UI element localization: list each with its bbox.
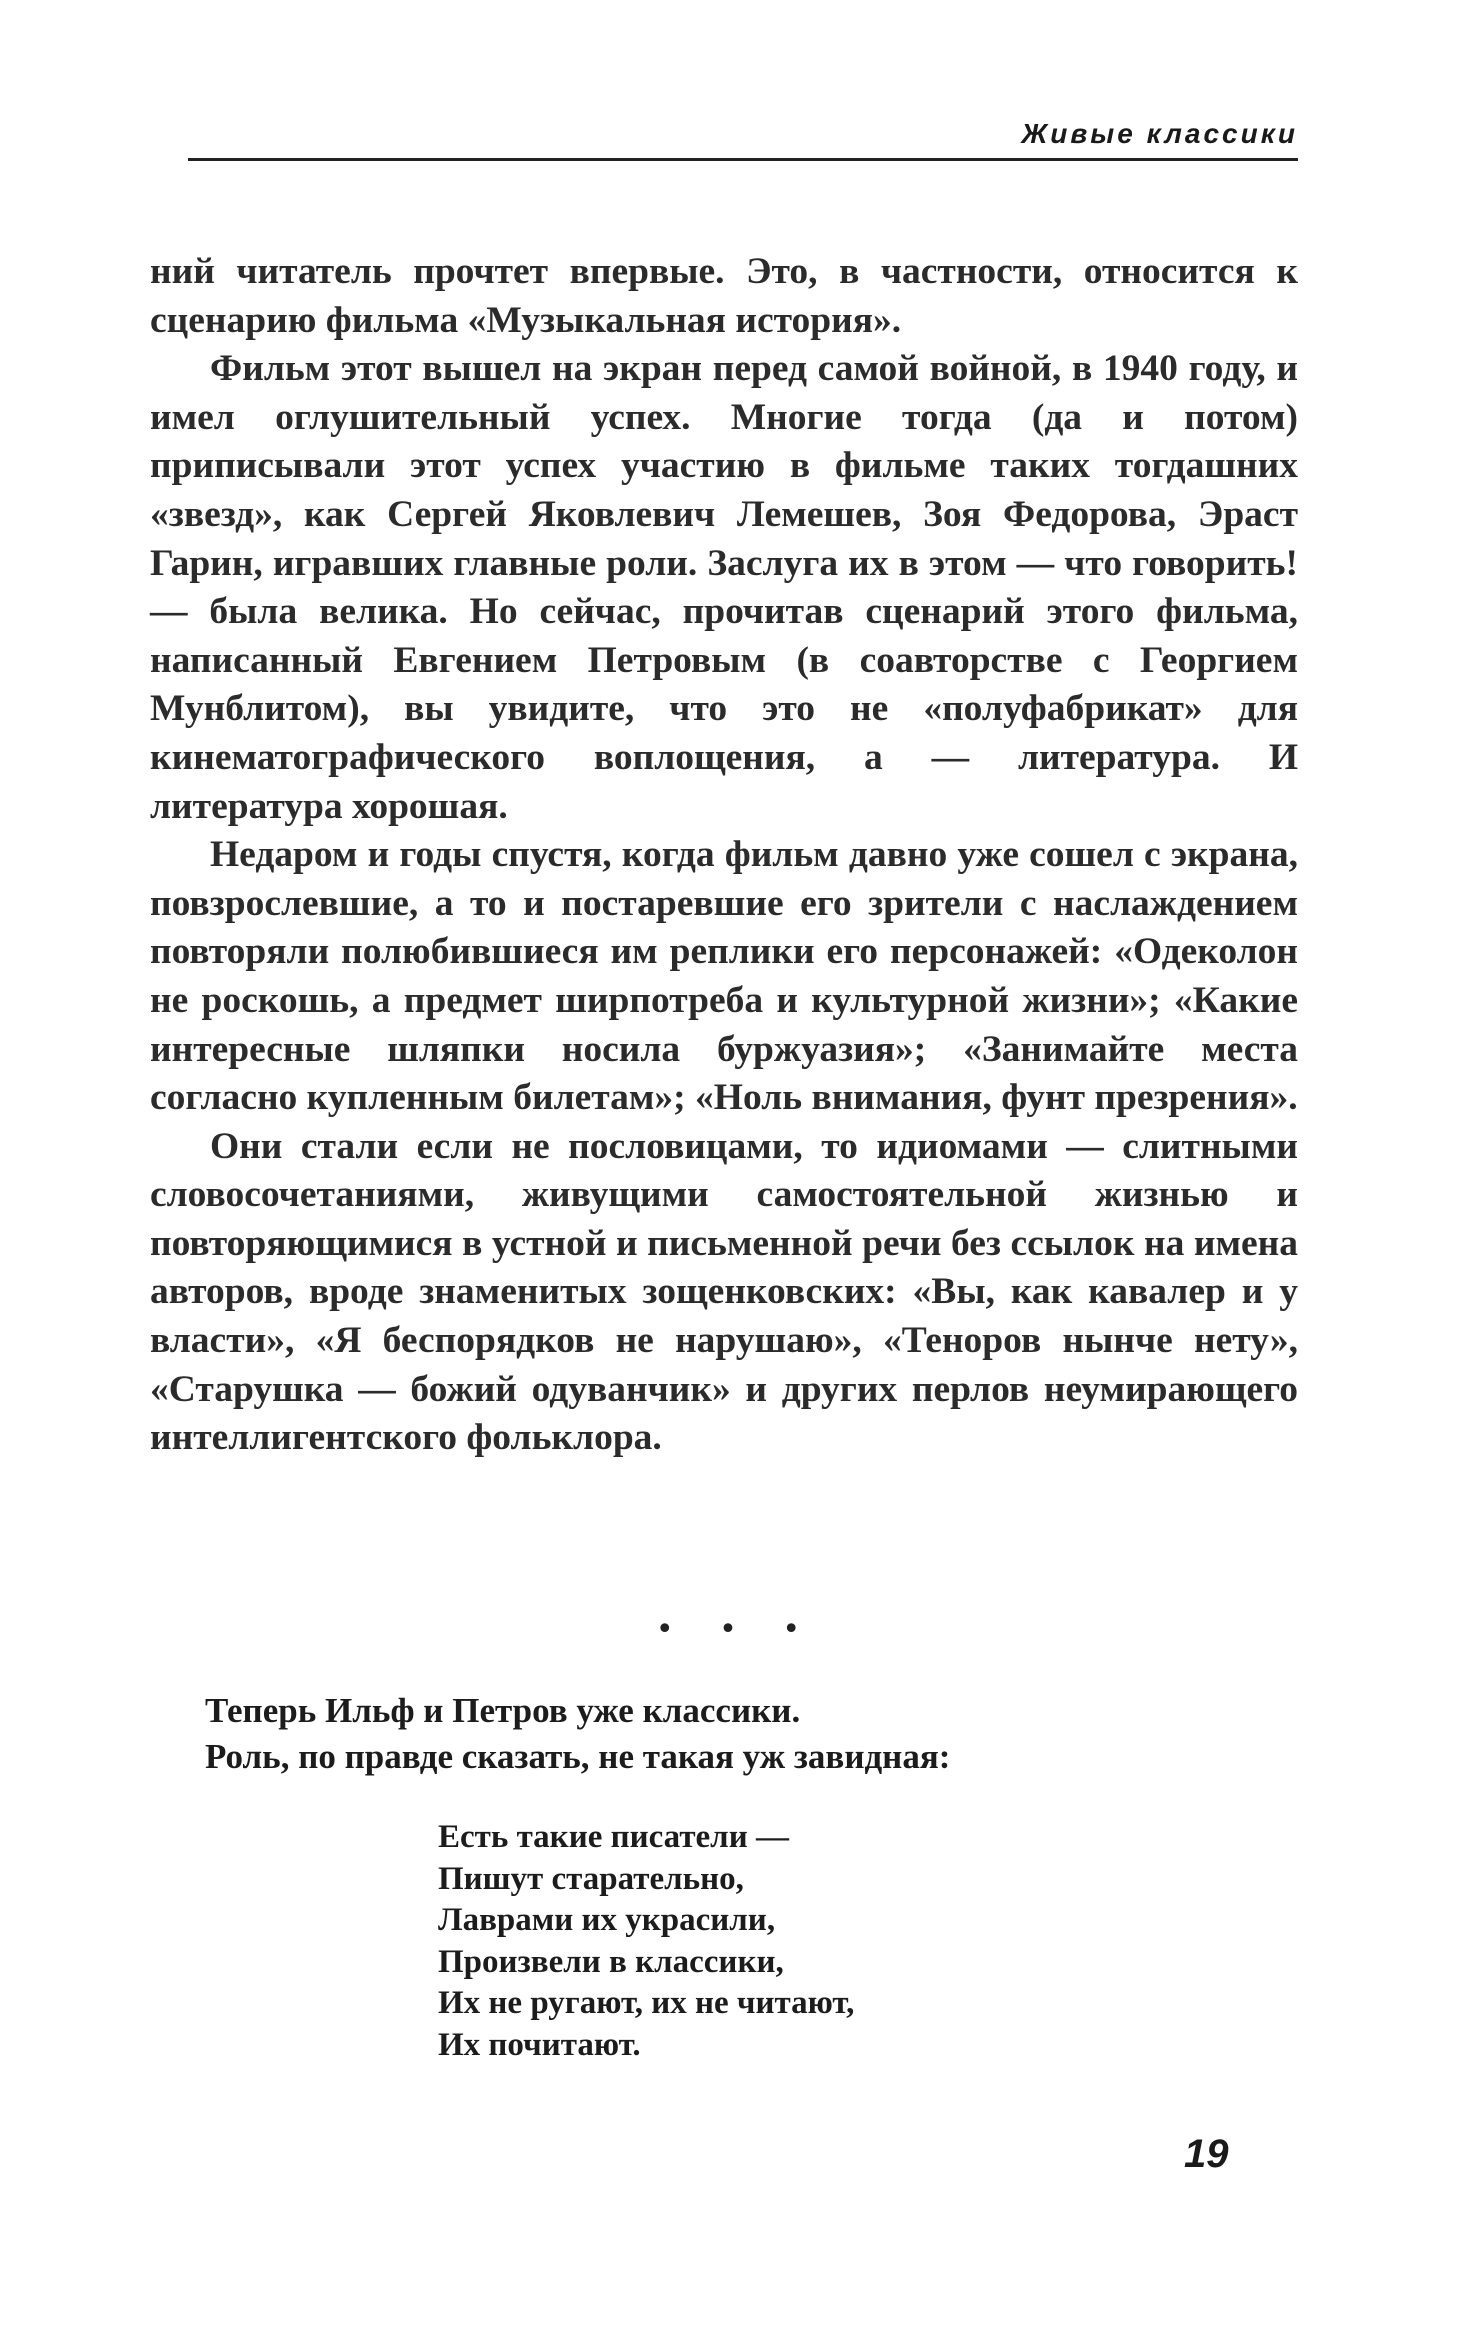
- header-rule: [188, 158, 1298, 161]
- paragraph-3: Недаром и годы спустя, когда фильм давно уже сошел с экрана, повзрослевшие, а то и постаревшие его зрители с наслаждением повторяли полюбившиеся им реплики его персонажей: «Одеколон не роскошь, а предмет ширпотреба и культурной жизни»; «Какие интересные шляпки носила буржуазия»; «Занимайте места согласно купленным билетам»; «Ноль внимания, фунт презрения».: [150, 834, 1298, 1119]
- poem-line: Их почитают.: [438, 2026, 641, 2063]
- page-number: 19: [1184, 2132, 1229, 2176]
- paragraph-2: Фильм этот вышел на экран перед самой войной, в 1940 году, и имел оглушительный успех. Многие тогда (да и потом) приписывали этот успех участию в фильме таких тогдашних «звезд», как Сергей Яковлевич Лемешев, Зоя Федорова, Эраст Гарин, игравших главные роли. Заслуга их в этом — что говорить! — была велика. Но сейчас, прочитав сценарий этого фильма, написанный Евгением Петровым (в соавторстве с Георгием Мунблитом), вы увидите, что это не «полуфабрикат» для кинематографического воплощения, а — литература. И литература хорошая.: [150, 348, 1298, 827]
- poem: [438, 1817, 854, 2066]
- poem-line: Их не ругают, их не читают,: [438, 1985, 855, 2021]
- intro-line: Роль, по правде сказать, не такая уж завидная:: [205, 1737, 951, 1776]
- running-title: Живые классики: [1021, 118, 1298, 149]
- paragraph-1: ний читатель прочтет впервые. Это, в частности, относится к сценарию фильма «Музыкальная история».: [150, 251, 1298, 341]
- poem-line: Пишут старательно,: [438, 1860, 744, 1897]
- paragraph-4: Они стали если не пословицами, то идиомами — слитными словосочетаниями, живущими самостоятельной жизнью и повторяющимися в устной и письменной речи без ссылок на имена авторов, вроде знаменитых зощенковских: «Вы, как кавалер и у власти», «Я беспорядков не нарушаю», «Теноров нынче нету», «Старушка — божий одуванчик» и других перлов неумирающего интеллигентского фольклора.: [150, 1125, 1298, 1459]
- section-separator: • • •: [655, 1612, 819, 1647]
- intro-lines: [205, 1688, 950, 1780]
- main-text: [150, 248, 1298, 1463]
- poem-line: Лаврами их украсили,: [438, 1902, 776, 1938]
- poem-line: Произвели в классики,: [438, 1943, 784, 1980]
- poem-line: Есть такие писатели —: [438, 1819, 789, 1855]
- intro-line: Теперь Ильф и Петров уже классики.: [205, 1691, 801, 1730]
- running-header: [188, 118, 1298, 162]
